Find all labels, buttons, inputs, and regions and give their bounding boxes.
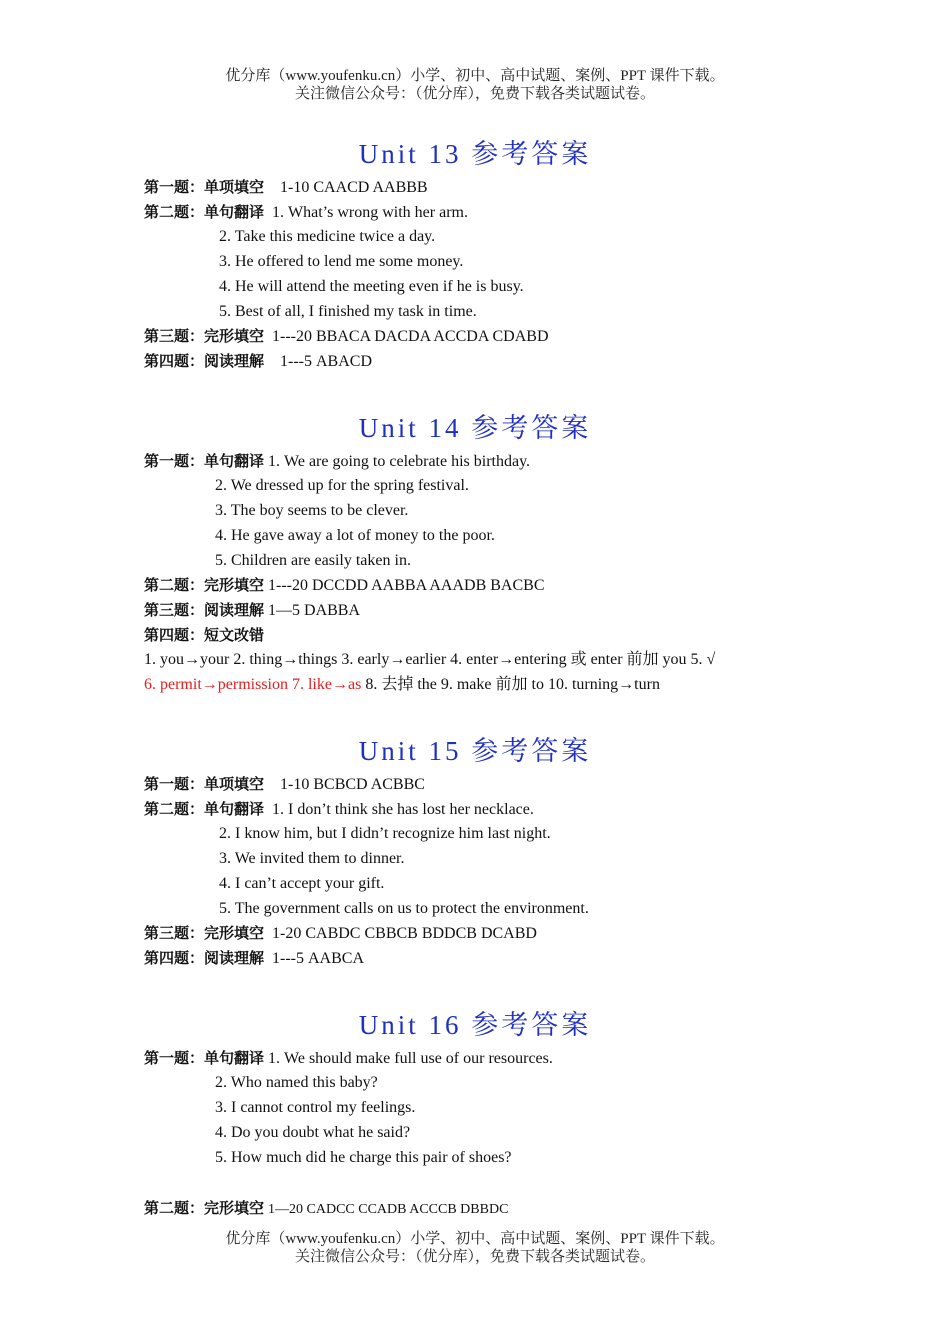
page-header	[0, 67, 950, 103]
u15-q3-label: 第三题：完形填空	[144, 924, 265, 942]
u14-q2-label: 第二题：完形填空	[144, 576, 265, 594]
u13-q1-label: 第一题：单项填空	[144, 178, 265, 196]
u13-q2-label: 第二题：单句翻译	[144, 203, 265, 221]
u14-q3-text: 1—5 DABBA	[268, 602, 361, 619]
u15-q2-item-1: 1. I don’t think she has lost her necklace.	[272, 801, 534, 818]
u14-q4-label: 第四题：短文改错	[144, 626, 265, 644]
u15-q4-label: 第四题：阅读理解	[144, 949, 265, 967]
page-footer	[0, 1230, 950, 1266]
u13-q2	[144, 202, 468, 223]
u14-q3	[144, 600, 360, 621]
u15-q4-text: 1---5 AABCA	[272, 950, 365, 967]
u16-q2-label: 第二题：完形填空	[144, 1199, 265, 1217]
u15-q2-label: 第二题：单句翻译	[144, 800, 265, 818]
u14-q3-label: 第三题：阅读理解	[144, 601, 265, 619]
u16-q1-item-3: 3. I cannot control my feelings.	[215, 1099, 416, 1116]
unit-15-title: Unit 15 参考答案	[358, 736, 592, 766]
u13-q3-label: 第三题：完形填空	[144, 327, 265, 345]
footer-line-2: 关注微信公众号：（优分库），免费下载各类试题试卷。	[294, 1249, 655, 1265]
u14-q4-line-2-rest: 8. 去掉 the 9. make 前加 to 10. turning→turn	[361, 676, 660, 693]
u16-q1-item-2: 2. Who named this baby?	[215, 1074, 378, 1091]
u13-q4	[144, 351, 372, 372]
u14-q1-label: 第一题：单句翻译	[144, 452, 265, 470]
u14-q2-text: 1---20 DCCDD AABBA AAADB BACBC	[268, 577, 545, 594]
u13-q3	[144, 326, 549, 347]
u14-q4	[144, 625, 264, 646]
u16-q1-label: 第一题：单句翻译	[144, 1049, 265, 1067]
u15-q2-item-4: 4. I can’t accept your gift.	[219, 875, 385, 892]
u14-q1-item-1: 1. We are going to celebrate his birthday.	[268, 453, 531, 470]
u16-q1-item-5: 5. How much did he charge this pair of shoes?	[215, 1149, 512, 1166]
u13-q2-item-1: 1. What’s wrong with her arm.	[272, 204, 468, 221]
u15-q1	[144, 774, 425, 795]
u13-q2-item-4: 4. He will attend the meeting even if he is busy.	[219, 278, 524, 295]
u15-q2-item-3: 3. We invited them to dinner.	[219, 850, 405, 867]
u15-q1-label: 第一题：单项填空	[144, 775, 265, 793]
footer-line-1: 优分库（www.youfenku.cn）小学、初中、高中试题、案例、PPT 课件下载。	[225, 1231, 725, 1247]
u13-q4-text: 1---5 ABACD	[280, 353, 373, 370]
u16-q1-item-4: 4. Do you doubt what he said?	[215, 1124, 411, 1141]
u15-q3-text: 1-20 CABDC CBBCB BDDCB DCABD	[272, 925, 537, 942]
u14-q4-line-1: 1. you→your 2. thing→things 3. early→earlier 4. enter→entering 或 enter 前加 you 5. √	[144, 651, 716, 668]
u13-q2-item-2: 2. Take this medicine twice a day.	[219, 228, 436, 245]
u13-q3-text: 1---20 BBACA DACDA ACCDA CDABD	[272, 328, 549, 345]
u13-q1-text: 1-10 CAACD AABBB	[280, 179, 428, 196]
u14-q2	[144, 575, 545, 596]
unit-13-title: Unit 13 参考答案	[358, 139, 592, 169]
u15-q2-item-2: 2. I know him, but I didn’t recognize him last night.	[219, 825, 551, 842]
u16-q1-item-1: 1. We should make full use of our resources.	[268, 1050, 553, 1067]
unit-16-title: Unit 16 参考答案	[358, 1010, 592, 1040]
u16-q1	[144, 1048, 553, 1069]
u16-q2-text: 1—20 CADCC CCADB ACCCB DBBDC	[268, 1202, 509, 1217]
u15-q4	[144, 948, 364, 969]
u13-q4-label: 第四题：阅读理解	[144, 352, 265, 370]
u13-q2-item-3: 3. He offered to lend me some money.	[219, 253, 464, 270]
u15-q3	[144, 923, 537, 944]
u14-q1-item-4: 4. He gave away a lot of money to the poor.	[215, 527, 495, 544]
u14-q4-line-2	[144, 675, 660, 695]
u14-q1-item-2: 2. We dressed up for the spring festival.	[215, 477, 469, 494]
header-line-1: 优分库（www.youfenku.cn）小学、初中、高中试题、案例、PPT 课件下载。	[225, 68, 725, 84]
u15-q2	[144, 799, 534, 820]
u14-q4-line-2-red: 6. permit→permission 7. like→as	[144, 676, 362, 693]
u14-q1-item-5: 5. Children are easily taken in.	[215, 552, 411, 569]
unit-14-title: Unit 14 参考答案	[358, 413, 592, 443]
u15-q1-text: 1-10 BCBCD ACBBC	[280, 776, 425, 793]
u14-q1-item-3: 3. The boy seems to be clever.	[215, 502, 409, 519]
u13-q1	[144, 177, 428, 198]
header-line-2: 关注微信公众号：（优分库），免费下载各类试题试卷。	[294, 86, 655, 102]
u14-q1	[144, 451, 530, 472]
u13-q2-item-5: 5. Best of all, I finished my task in time.	[219, 303, 477, 320]
u16-q2	[144, 1198, 508, 1220]
u15-q2-item-5: 5. The government calls on us to protect the environment.	[219, 900, 589, 917]
